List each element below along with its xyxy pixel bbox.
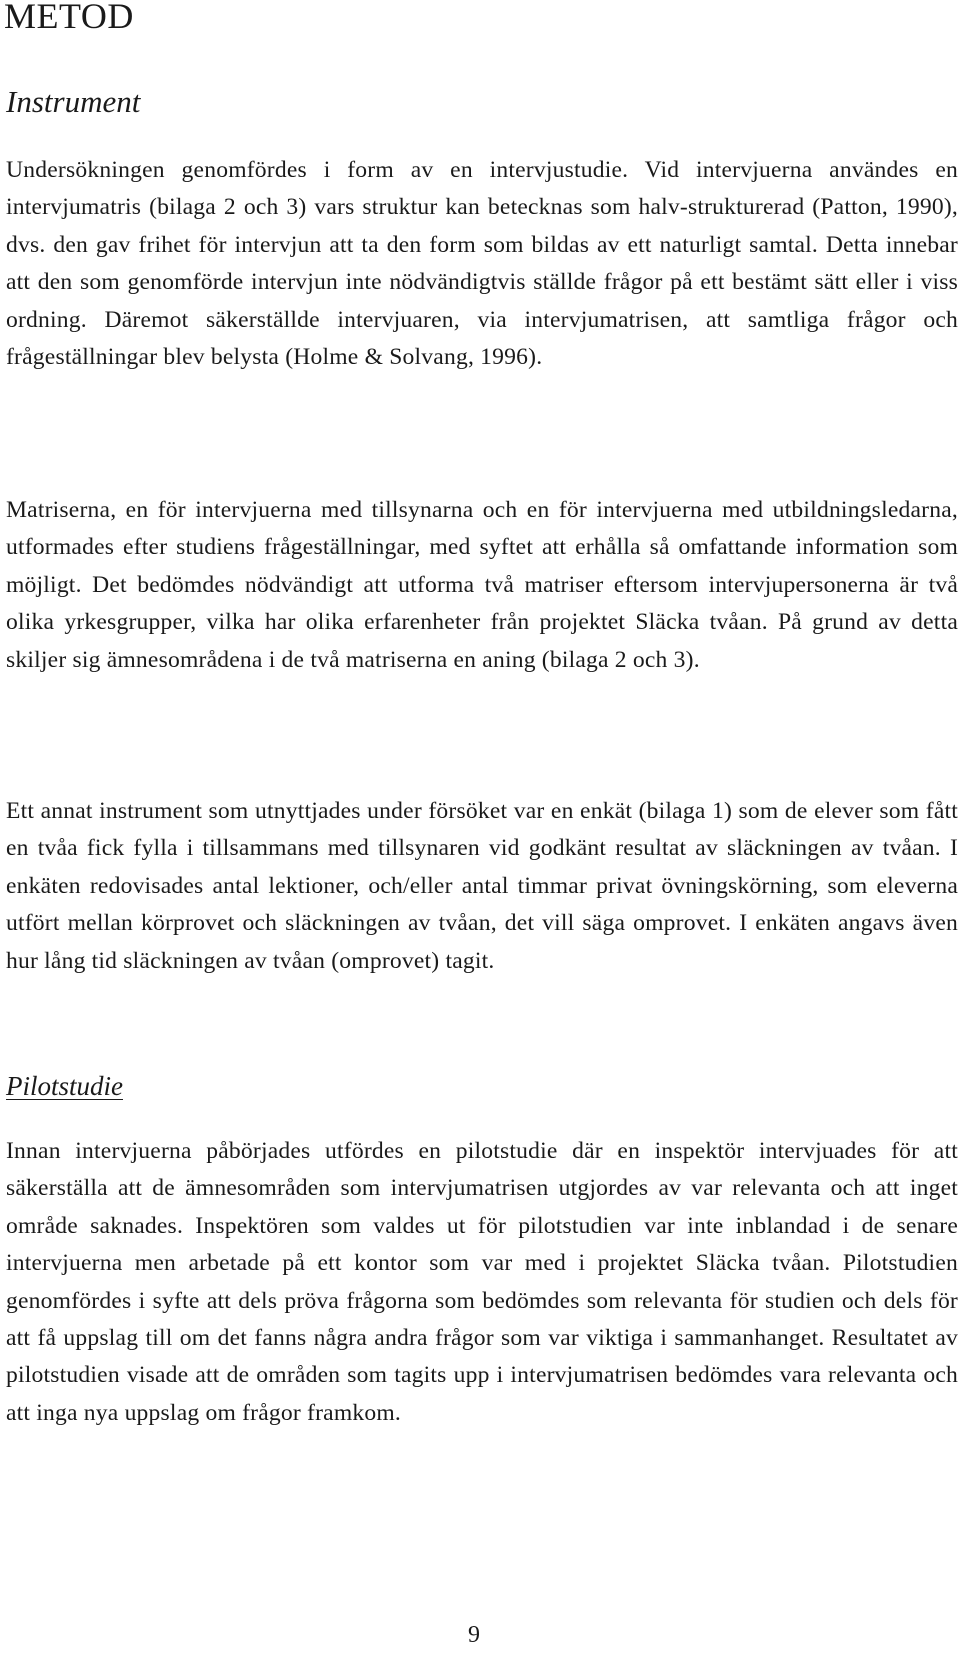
paragraph-intervjustudie: Undersökningen genomfördes i form av en intervjustudie. Vid intervjuerna användes en intervjumatris (bilaga 2 och 3) vars struktur kan betecknas som halv-strukturerad (Patton, 1990), dvs. den gav frihet för intervjun att ta den form som bildas av ett naturligt samtal. Detta innebar att den som genomförde intervjun inte nödvändigtvis ställde frågor på ett bestämt sätt eller i viss ordning. Däremot säkerställde intervjuaren, via intervjumatrisen, att samtliga frågor och frågeställningar blev belysta (Holme & Solvang, 1996). [6,157,958,371]
page-number: 9 [468,1622,480,1648]
paragraph-enkat: Ett annat instrument som utnyttjades under försöket var en enkät (bilaga 1) som de elever som fått en tvåa fick fylla i tillsammans med tillsynaren vid godkänt resultat av släckningen av tvåan. I enkäten redovisades antal lektioner, och/eller antal timmar privat övningskörning, som eleverna utfört mellan körprovet och släckningen av tvåan, det vill säga omprovet. I enkäten angavs även hur lång tid släckningen av tvåan (omprovet) tagit. [6,798,958,974]
paragraph-matriserna: Matriserna, en för intervjuerna med tillsynarna och en för intervjuerna med utbildningsledarna, utformades efter studiens frågeställningar, med syftet att erhålla så omfattande information som möjligt. Det bedömdes nödvändigt att utforma två matriser eftersom intervjupersonerna är två olika yrkesgrupper, vilka har olika erfarenheter från projektet Släcka tvåan. På grund av detta skiljer sig ämnesområdena i de två matriserna en aning (bilaga 2 och 3). [6,497,958,673]
subheading-pilotstudie: Pilotstudie [6,1071,123,1101]
section-title: METOD [4,0,134,36]
paragraph-pilotstudie: Innan intervjuerna påbörjades utfördes en pilotstudie där en inspektör intervjuades för att säkerställa att de ämnesområden som intervjumatrisen utgjordes av var relevanta och att inget område saknades. Inspektören som valdes ut för pilotstudien var inte inblandad i de senare intervjuerna men arbetade på ett kontor som var med i projektet Släcka tvåan. Pilotstudien genomfördes i syfte att dels pröva frågorna som bedömdes som relevanta för studien och dels för att få uppslag till om det fanns några andra frågor som var viktiga i sammanhanget. Resultatet av pilotstudien visade att de områden som tagits upp i intervjumatrisen bedömdes vara relevanta och att inga nya uppslag om frågor framkom. [6,1138,958,1426]
subheading-instrument: Instrument [6,84,141,119]
